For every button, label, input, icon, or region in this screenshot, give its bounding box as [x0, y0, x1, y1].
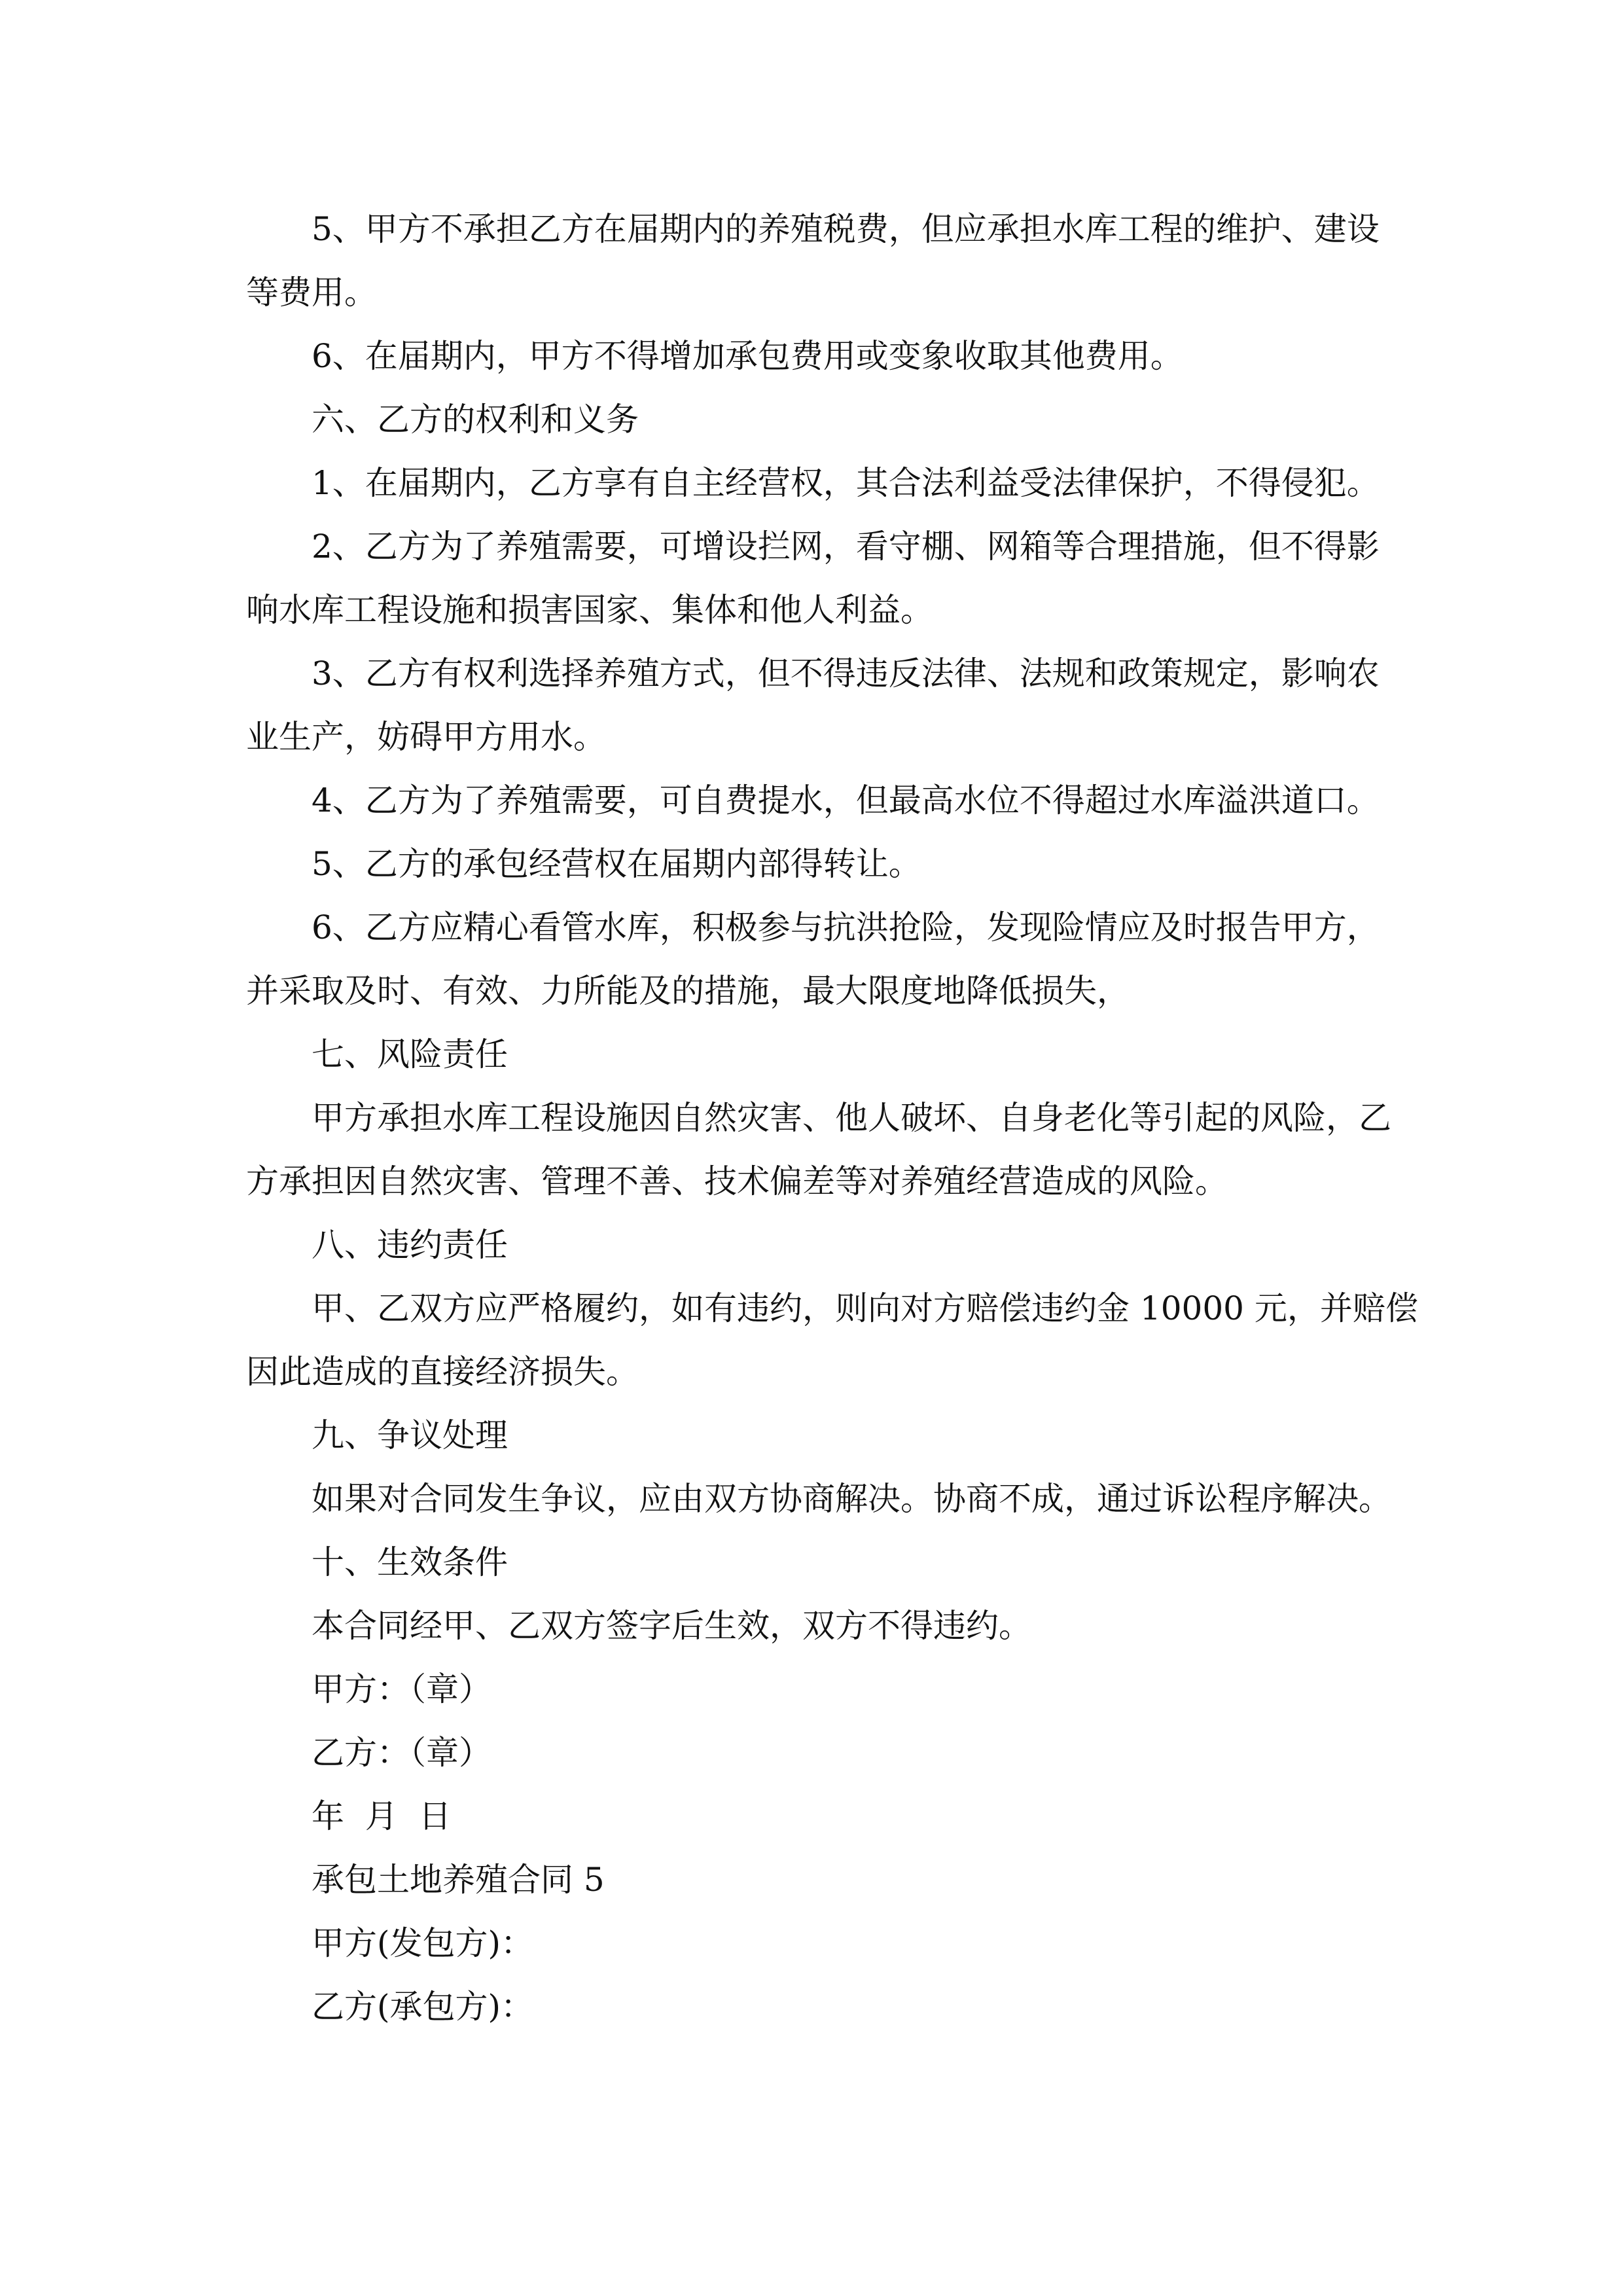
- clause-6-line-1: 6、乙方应精心看管水库，积极参与抗洪抢险，发现险情应及时报告甲方，: [312, 908, 1380, 946]
- clause-4: 4、乙方为了养殖需要，可自费提水，但最高水位不得超过水库溢洪道口。: [312, 781, 1380, 819]
- section-heading-9: 九、争议处理: [312, 1416, 508, 1454]
- clause-6-line-2: 并采取及时、有效、力所能及的措施，最大限度地降低损失，: [246, 972, 1130, 1010]
- dispute-paragraph: 如果对合同发生争议，应由双方协商解决。协商不成，通过诉讼程序解决。: [312, 1480, 1391, 1518]
- date-line: 年 月 日: [312, 1797, 452, 1835]
- section-heading-8: 八、违约责任: [312, 1226, 508, 1264]
- paragraph-5-line-1: 5、甲方不承担乙方在届期内的养殖税费，但应承担水库工程的维护、建设: [312, 210, 1380, 248]
- party-b-label: 乙方(承包方)：: [312, 1988, 534, 2026]
- section-heading-10: 十、生效条件: [312, 1543, 508, 1581]
- risk-paragraph-line-1: 甲方承担水库工程设施因自然灾害、他人破坏、自身老化等引起的风险，乙: [312, 1099, 1391, 1137]
- clause-1: 1、在届期内，乙方享有自主经营权，其合法利益受法律保护，不得侵犯。: [312, 464, 1380, 502]
- breach-paragraph-line-1: 甲、乙双方应严格履约，如有违约，则向对方赔偿违约金 10000 元，并赔偿: [312, 1289, 1418, 1327]
- clause-2-line-2: 响水库工程设施和损害国家、集体和他人利益。: [246, 591, 933, 629]
- party-a-label: 甲方(发包方)：: [312, 1924, 534, 1962]
- clause-2-line-1: 2、乙方为了养殖需要，可增设拦网，看守棚、网箱等合理措施，但不得影: [312, 528, 1380, 565]
- party-a-seal: 甲方：（章）: [312, 1670, 491, 1708]
- breach-paragraph-line-2: 因此造成的直接经济损失。: [246, 1353, 639, 1391]
- clause-5: 5、乙方的承包经营权在届期内部得转让。: [312, 845, 921, 883]
- clause-3-line-2: 业生产，妨碍甲方用水。: [246, 718, 606, 756]
- section-heading-6: 六、乙方的权利和义务: [312, 401, 639, 439]
- contract-title: 承包土地养殖合同 5: [312, 1861, 605, 1899]
- paragraph-6: 6、在届期内，甲方不得增加承包费用或变象收取其他费用。: [312, 337, 1183, 375]
- party-b-seal: 乙方：（章）: [312, 1734, 491, 1772]
- clause-3-line-1: 3、乙方有权利选择养殖方式，但不得违反法律、法规和政策规定，影响农: [312, 655, 1380, 692]
- risk-paragraph-line-2: 方承担因自然灾害、管理不善、技术偏差等对养殖经营造成的风险。: [246, 1162, 1228, 1200]
- section-heading-7: 七、风险责任: [312, 1035, 508, 1073]
- effect-paragraph: 本合同经甲、乙双方签字后生效，双方不得违约。: [312, 1607, 1031, 1645]
- paragraph-5-line-2: 等费用。: [246, 274, 377, 312]
